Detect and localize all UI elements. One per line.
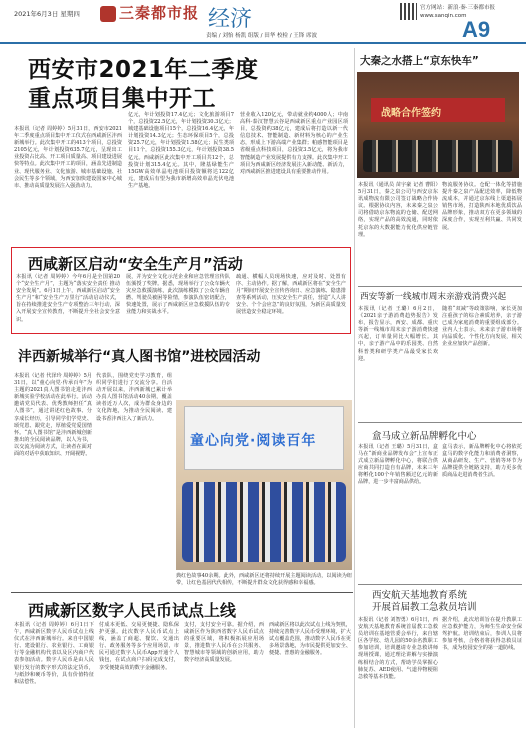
- jd-headline: 大秦之水搭上“京东快车”: [360, 55, 479, 67]
- firstaid-column-1: 本报讯（记者 刘智勇）6月1日，西安航天基地教育系统首届教工急救员培训在基地管委会举行，来自辖区各学校、幼儿园的50余名教职工参加培训，培训邀请专业急救讲师现场授课，通过理论讲解与实操演练相结合的方式，帮助学员掌握心肺复苏、AED使用、气道异物梗阻急救等基本技能。: [358, 617, 438, 680]
- photo-students: [182, 482, 346, 562]
- seal-icon: [100, 6, 116, 22]
- jd-column-2: 物流服务协议。仓配一体化等措施提升秦之泉产品配送效率，降低物流成本，并通过京东线上渠道拓展销售市场，打造陕西本地优质饮品品牌形象，推动双方在更多领域的深度合作，实现互利共赢、共同发展。: [442, 182, 522, 231]
- library-photo: [176, 400, 352, 570]
- family-travel-column-2: 随着“双减”等政策影响，家长更加注重孩子的综合素质培养，亲子游已成为家庭消费的重要组成部分。业内人士表示，未来亲子游市场将向品质化、个性化方向发展，相关企业应加快产品创新。: [442, 306, 522, 348]
- feature-column-1: 本报讯（记者 周婷婷）今年6月是全国第20个“安全生产月”，主题为“落实安全责任 推动安全发展”。6月1日上午，西咸新区启动“安全生产月”和“安全生产万里行”活动启动仪式，旨在持续推进安全生产专项整治三年行动，深入开展安全宣传教育，不断提升全社会安全意识。: [16, 274, 120, 323]
- lead-headline: 西安市2021年二季度 重点项目集中开工: [28, 57, 259, 112]
- right-divider-2: [358, 422, 522, 423]
- photo-people: [363, 140, 513, 172]
- digital-headline: 西咸新区数字人民币试点上线: [28, 601, 237, 620]
- section-title: 经济: [208, 7, 253, 32]
- photo-banner-text: 战略合作签约: [381, 108, 441, 119]
- photo-banner: [371, 98, 505, 122]
- right-divider-3: [358, 584, 522, 585]
- hema-column-1: 本报讯（记者 王璐）5月31日，盒马在“新商业品牌发布会”上宣布正式成立新品牌孵化中心，将联合供应商共同打造自有品牌，未来三年将孵化100个年销售额过亿元的新品牌，进一步丰富商品供给。: [358, 444, 438, 486]
- digital-column-1: 本报讯（记者 周婷婷）6月1日下午，西咸新区数字人民币试点上线仪式在沣西新城举行。来自中国银行、建设银行、农业银行、工商银行等金融机构代表以及区内商户代表参加活动。数字人民币是由人民银行发行的数字形式的法定货币，与纸钞和硬币等价，具有价值特征和法偿性。: [14, 622, 94, 685]
- digital-column-4: 西咸新区将以此次试点上线为契机，持续完善数字人民币受理环境，扩大试点覆盖范围，推动数字人民币在更多场景落地，为市民提供更加安全、便捷、普惠的金融服务。: [269, 622, 351, 657]
- page-header: [0, 0, 526, 44]
- jd-column-1: 本报讯（通讯员 苗宇豪 记者 曹阳）5月31日，秦之泉公司与西安京东讯成物流有限公司签订战略合作协议。根据协议内容，未来秦之泉公司将借助京东物流的仓储、配送网络，实现产品的高效流通，同时依托京东的大数据能力优化供应链管理。: [358, 182, 438, 238]
- library-column-2: 代表队，围绕党史学习教育，组织同学们进行了交流分享。自活动开展以来，沣西新城已累计举办真人图书馆活动40余期，覆盖读者近万人次，成为群众身边的文化阵地，为推动全民阅读、建设书香沣西注入了新活力。: [96, 373, 172, 422]
- library-column-3: 典红色故事40余期。此外，西咸新区还将持续开展主题阅读活动，以阅读为纽带，让红色基因代代相传，不断提升群众文化获得感和幸福感。: [176, 573, 352, 587]
- feature-column-3: 疏通、横幅人员现场快速，应对及时、处置有序、主动协作。据了解，西咸新区将在“安全生产月”期间开展安全宣传咨询日、应急演练、隐患排查等系列活动，压实安全生产责任，营造“人人讲安全、个个会应急”的良好氛围，为新区高质量发展营造安全稳定环境。: [236, 274, 346, 316]
- firstaid-column-2: 据介绍，此次培训旨在提升教职工应急救护能力，为师生生命安全保驾护航。培训结束后，参训人员将参加考核，合格者将获得急救员证书，成为校园安全的第一道防线。: [442, 617, 522, 652]
- hema-column-2: 盒马表示，新品牌孵化中心将依托盒马的数字化能力和消费者洞察，从商品研发、生产、营销等环节为品牌提供全链路支持，助力更多优质商品走进消费者生活。: [442, 444, 522, 479]
- header-rule: [0, 42, 526, 44]
- editor-credits: 责编 / 刘怡 杨凯 组版 / 田华 校检 / 王锋 席波: [206, 33, 318, 39]
- lead-column-2: 亿元，年计划投资17.4亿元；文化旅游项目7个，总投资22.5亿元，年计划投资30.3亿元；城建基础设施项目15个，总投资16.4亿元，年计划投资14.3亿元；生态环保项目5个，总投资25.7亿元，年计划投资1.58亿元；民生类项目11个，总投资155.3亿元，年计划投资38.5亿元。西咸新区此次集中开工项目共12个，总投资计划315.4亿元。其中，隆基绿能生产15GW高效单晶电池项目投资额将达122亿元，建成后有望为我市新增高效单晶光伏电池生产基地。: [128, 112, 234, 189]
- library-column-1: 本报讯（记者 代泽玲 周婷婷）5月31日，以“童心向党·传承百年”为主题的2021真人图书馆走进沣西新城实验学校活动在此举行。活动邀请党员代表、优秀教师担任“真人图书”，通过讲述红色故事、分享成长经历，引导同学们学党史、颂党恩、跟党走，厚植爱党爱国情怀。“真人图书馆”是沣西新城创新推出的全民阅读品牌，以人为书，以交流为阅读方式，让读者在面对面的对话中获取知识、开阔视野。: [14, 373, 92, 458]
- library-headline: 沣西新城举行“真人图书馆”进校园活动: [18, 349, 261, 365]
- firstaid-headline: 西安航天基地教育系统 开展首届教工急救员培训: [372, 590, 477, 613]
- issue-date: 2021年6月3日 星期四: [14, 10, 80, 18]
- signing-photo: [357, 72, 519, 178]
- site-info: 官方网站：新浪·秦·三秦都市报 www.sanqin.com: [420, 5, 495, 19]
- lead-column-3: 营业收入120亿元，带动就业约4000人；中南高科·泰汉智慧云谷是西咸新区重点产业园区项目，总投资约38亿元，建成后将打造以新一代信息技术、智能制造、新材料为核心的产业生态，形成上下游高端产业集群；帕感智能项目是省级重点科技项目，总投资3.5亿元，将为我市智能制造产业发展提供有力支撑。此次集中开工项目为西咸新区经济发展注入新动能、新活力，对西咸新区推进建设具有重要推动作用。: [240, 112, 348, 175]
- photo-board-text: 童心向党·阅读百年: [190, 433, 317, 449]
- qr-code-icon: [400, 3, 417, 20]
- family-travel-headline: 西安等新一线城市周末亲游戏消费兴起: [360, 292, 507, 302]
- digital-column-3: 支付，支付安全可靠。据介绍，西咸新区作为陕西省数字人民币试点的重要区域，将积极拓展应用场景，推进数字人民币在公共服务、智慧城市等领域的创新应用，助力数字经济高质量发展。: [184, 622, 264, 664]
- hema-headline: 盒马成立新品牌孵化中心: [372, 431, 477, 442]
- masthead-logo: 三秦都市报: [100, 2, 199, 23]
- lead-column-1: 本报讯（记者 周婷婷）5月31日，西安市2021年二季度重点项目集中开工仪式在西咸新区沣西新城举行。此次集中开工的413个项目，总投资2105亿元，年计划投资635.7亿元，呈现出工业投资占比高、开工项目质量高、项目建设进展快等特点。此次集中开工的项目，涵盖先进制造业、现代服务业、文化旅游、城市基础设施、社会民生等多个领域，为西安加快建设国家中心城市、推动高质量发展注入强劲动力。: [14, 126, 122, 189]
- family-travel-column-1: 本报讯（记者 王璐）6月2日，《2021亲子游消费趋势报告》发布，报告显示，西安、成都、重庆等新一线城市周末亲子游消费快速兴起，订单量同比大幅增长。其中，亲子游产品中的乐园类、自然科普类和研学类产品最受家长欢迎。: [358, 306, 438, 362]
- column-separator: [354, 48, 355, 728]
- feature-headline: 西咸新区启动“安全生产月”活动: [28, 255, 243, 273]
- section-divider: [11, 592, 353, 593]
- right-divider-1: [358, 286, 522, 287]
- digital-column-2: 付成本更低、交易更便捷、隐私保护更强。此次数字人民币试点上线，涵盖了商超、餐饮、交通出行、政务服务等多个应用场景，市民可通过数字人民币App开通个人钱包，在试点商户扫码完成支付，享受便捷高效的数字金融服务。: [99, 622, 179, 671]
- page-number: A9: [462, 17, 491, 42]
- feature-column-2: 展，并为安全文化示范企业和应急管理宣传队伍颁授了奖牌。据悉，现场举行了公众车辆火灾应急救援演练，此次演练模拟了公众车辆自燃、驾驶员被困等险情，参演队伍密切配合，快速处置，展示了西咸新区应急救援队伍的专业能力和实战水平。: [126, 274, 230, 316]
